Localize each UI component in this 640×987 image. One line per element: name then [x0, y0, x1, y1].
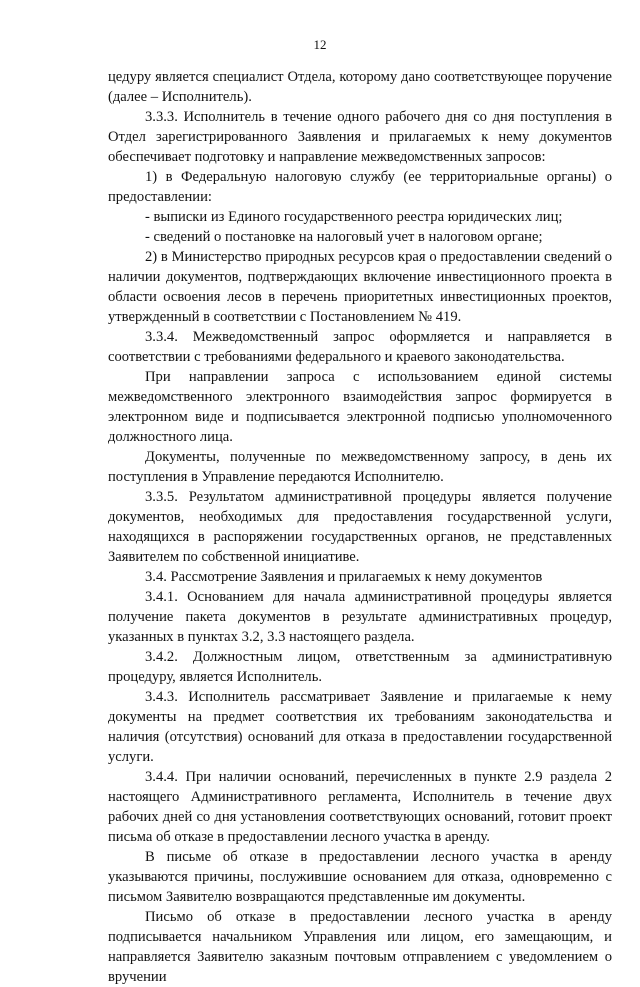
paragraph: Документы, полученные по межведомственному запросу, в день их поступления в Управление передаются Исполнителю.	[108, 449, 612, 485]
paragraph: 2) в Министерство природных ресурсов края о предоставлении сведений о наличии документов, подтверждающих включение инвестиционного проекта в области освоения лесов в перечень приоритетных инвестиционных проектов, утвержденный в соответствии с Постановлением № 419.	[108, 249, 612, 325]
paragraph: 3.4.1. Основанием для начала административной процедуры является получение пакета документов в результате административных процедур, указанных в пунктах 3.2, 3.3 настоящего раздела.	[108, 589, 612, 645]
paragraph: 3.3.5. Результатом административной процедуры является получение документов, необходимых для предоставления государственной услуги, находящихся в распоряжении государственных органов, не представленных Заявителем по собственной инициативе.	[108, 489, 612, 565]
paragraph: 3.4.4. При наличии оснований, перечисленных в пункте 2.9 раздела 2 настоящего Административного регламента, Исполнитель в течение двух рабочих дней со дня установления соответствующих оснований, готовит проект письма об отказе в предоставлении лесного участка в аренду.	[108, 769, 612, 845]
paragraph: цедуру является специалист Отдела, которому дано соответствующее поручение (далее – Исполнитель).	[108, 69, 612, 105]
paragraph: 3.4. Рассмотрение Заявления и прилагаемых к нему документов	[145, 569, 543, 585]
paragraph: В письме об отказе в предоставлении лесного участка в аренду указываются причины, послужившие основанием для отказа, одновременно с письмом Заявителю возвращаются представленные им документы.	[108, 849, 612, 905]
document-body	[108, 67, 612, 987]
paragraph: Письмо об отказе в предоставлении лесного участка в аренду подписывается начальником Управления или лицом, его замещающим, и направляется Заявителю заказным почтовым отправлением с уведомлением о вручении	[108, 909, 612, 985]
paragraph: - выписки из Единого государственного реестра юридических лиц;	[145, 209, 563, 225]
page-number: 12	[313, 37, 327, 52]
paragraph: 3.4.2. Должностным лицом, ответственным за административную процедуру, является Исполнитель.	[108, 649, 612, 685]
paragraph: 3.4.3. Исполнитель рассматривает Заявление и прилагаемые к нему документы на предмет соответствия их требованиям законодательства и наличия (отсутствия) оснований для отказа в предоставлении государственной услуги.	[108, 689, 612, 765]
paragraph: - сведений о постановке на налоговый учет в налоговом органе;	[145, 229, 543, 245]
paragraph: 3.3.4. Межведомственный запрос оформляется и направляется в соответствии с требованиями федерального и краевого законодательства.	[108, 329, 612, 365]
paragraph: 1) в Федеральную налоговую службу (ее территориальные органы) о предоставлении:	[108, 169, 612, 205]
paragraph: При направлении запроса с использованием единой системы межведомственного электронного взаимодействия запрос формируется в электронном виде и подписывается электронной подписью уполномоченного должностного лица.	[108, 369, 612, 445]
paragraph: 3.3.3. Исполнитель в течение одного рабочего дня со дня поступления в Отдел зарегистрированного Заявления и прилагаемых к нему документов обеспечивает подготовку и направление межведомственных запросов:	[108, 109, 612, 165]
